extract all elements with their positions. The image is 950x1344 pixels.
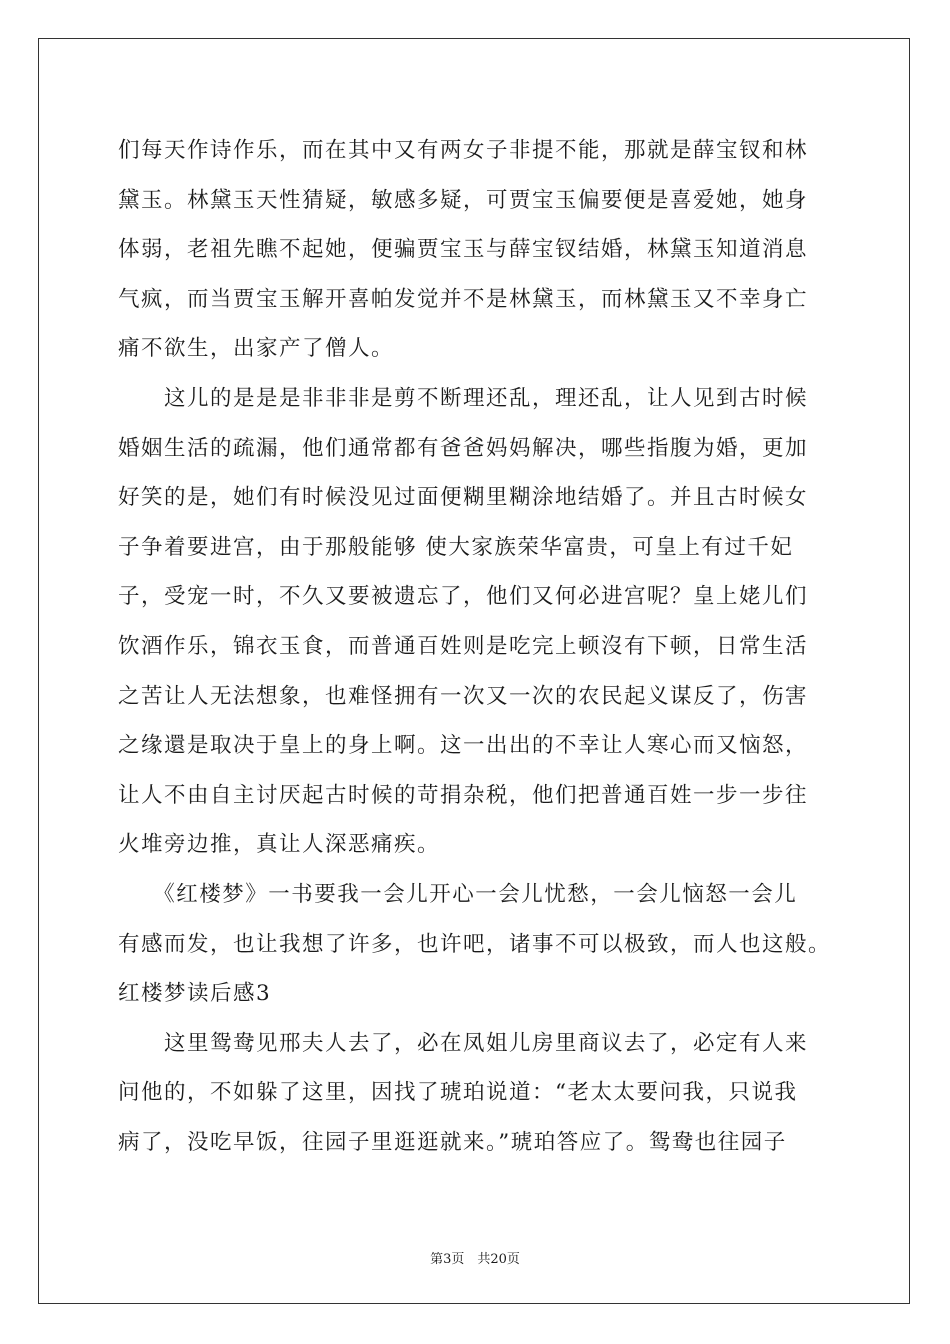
text-line: 这里鸳鸯见邢夫人去了，必在凤姐儿房里商议去了，必定有人来 — [118, 1030, 809, 1056]
text-line: 有感而发，也让我想了许多，也许吧，诸事不可以极致，而人也这般。 — [118, 931, 832, 957]
text-line: 痛不欲生，出家产了僧人。 — [118, 336, 395, 362]
page-footer: 第3页 共20页 — [430, 1252, 520, 1267]
text-line: 饮酒作乐，锦衣玉食，而普通百姓则是吃完上顿沒有下顿，日常生活 — [118, 634, 809, 659]
text-line: 气疯，而当贾宝玉解开喜帕发觉并不是林黛玉，而林黛玉又不幸身亡 — [118, 286, 809, 312]
text-line: 黛玉。林黛玉天性猜疑，敏感多疑，可贾宝玉偏要便是喜爱她，她身 — [118, 187, 809, 213]
text-line: 之缘還是取决于皇上的身上啊。这一出出的不幸让人寒心而又恼怒， — [118, 733, 809, 759]
text-line: 这儿的是是是非非非是剪不断理还乱，理还乱，让人见到古时候 — [118, 386, 809, 411]
text-line: 红楼梦读后感3 — [118, 981, 272, 1007]
text-line: 病了，没吃早饭，往园子里逛逛就来。”琥珀答应了。鸳鸯也往园子 — [118, 1130, 787, 1155]
text-line: 们每天作诗作乐，而在其中又有两女子非提不能，那就是薛宝钗和林 — [118, 138, 809, 163]
text-line: 好笑的是，她们有时候没见过面便糊里糊涂地结婚了。并且古时候女 — [118, 485, 809, 511]
text-line: 体弱，老祖先瞧不起她，便骗贾宝玉与薛宝钗结婚，林黛玉知道消息 — [118, 237, 809, 263]
text-line: 子争着要进宫，由于那般能够 使大家族荣华富贵，可皇上有过千妃 — [118, 534, 794, 560]
text-line: 之苦让人无法想象，也难怪拥有一次又一次的农民起义谋反了，伤害 — [118, 683, 809, 709]
text-line: 让人不由自主讨厌起古时候的苛捐杂税，他们把普通百姓一步一步往 — [118, 782, 809, 808]
text-line: 问他的，不如躲了这里，因找了琥珀说道：“老太太要问我，只说我 — [118, 1080, 798, 1106]
page-border — [38, 38, 910, 1304]
text-line: 子，受宠一时，不久又要被遗忘了，他们又何必进宫呢？皇上姥儿们 — [118, 584, 809, 610]
text-line: 婚姻生活的疏漏，他们通常都有爸爸妈妈解决，哪些指腹为婚，更加 — [118, 435, 809, 461]
text-line: 《红楼梦》一书要我一会儿开心一会儿忧愁，一会儿恼怒一会儿 — [118, 882, 798, 907]
text-line: 火堆旁边推，真让人深恶痛疾。 — [118, 832, 441, 858]
